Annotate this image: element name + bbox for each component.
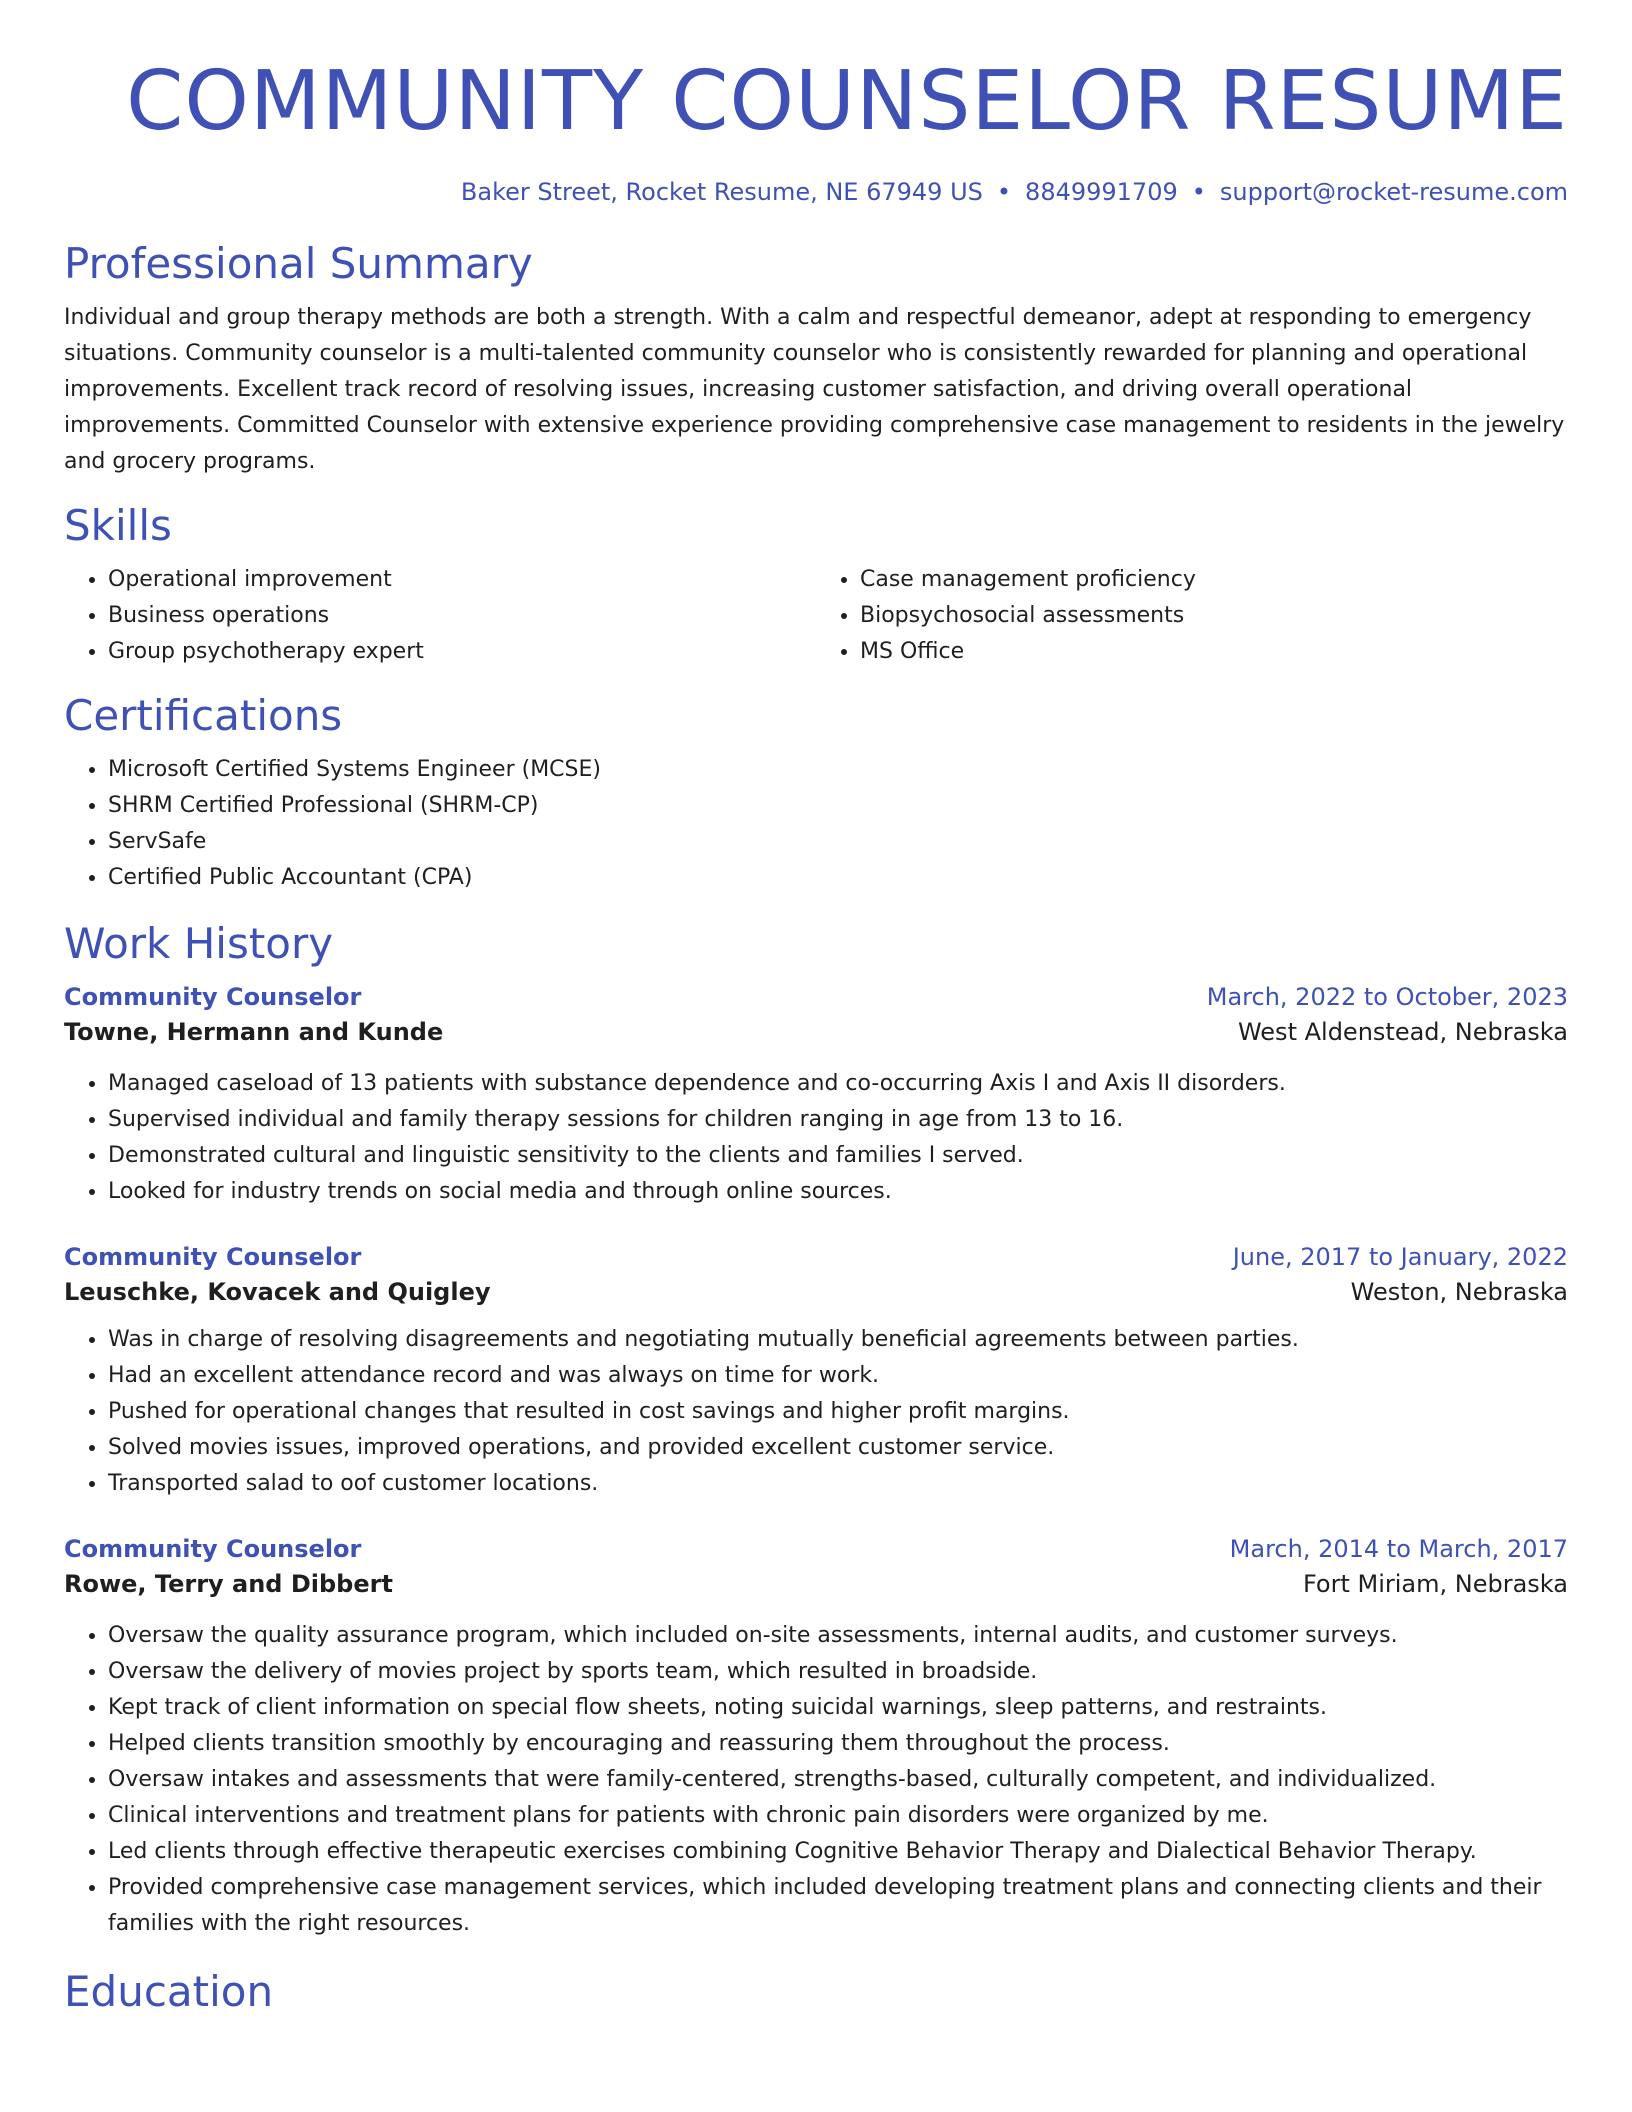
job-bullets (64, 1618, 1568, 1942)
job-company: Leuschke, Kovacek and Quigley (64, 1278, 491, 1306)
skills-grid (64, 562, 1568, 670)
certifications-list (64, 752, 1568, 896)
contact-separator: • (996, 178, 1012, 206)
skill-item: • Operational improvement (108, 562, 816, 598)
job-title: Community Counselor (64, 1535, 362, 1563)
job-bullet: • Solved movies issues, improved operations, and provided excellent customer service. (108, 1430, 1568, 1466)
job-bullet: • Kept track of client information on special flow sheets, noting suicidal warnings, sleep patterns, and restraints. (108, 1690, 1568, 1726)
job-bullet: • Provided comprehensive case management services, which included developing treatment plans and connecting clients and their families with the right resources. (108, 1870, 1568, 1942)
job-location: Weston, Nebraska (1350, 1278, 1568, 1306)
job-dates: March, 2022 to October, 2023 (1206, 983, 1568, 1011)
skill-item: • MS Office (860, 634, 1568, 670)
certification-item: • Certified Public Accountant (CPA) (108, 860, 1568, 896)
job-bullet: • Clinical interventions and treatment plans for patients with chronic pain disorders were organized by me. (108, 1798, 1568, 1834)
job-bullet: • Oversaw the quality assurance program, which included on-site assessments, internal audits, and customer surveys. (108, 1618, 1568, 1654)
summary-section (64, 238, 1568, 480)
job-title: Community Counselor (64, 983, 362, 1011)
job-bullet: • Had an excellent attendance record and was always on time for work. (108, 1358, 1568, 1394)
job-bullet: • Helped clients transition smoothly by encouraging and reassuring them throughout the process. (108, 1726, 1568, 1762)
job-bullet: • Demonstrated cultural and linguistic sensitivity to the clients and families I served. (108, 1138, 1568, 1174)
job-bullet: • Oversaw intakes and assessments that were family-centered, strengths-based, culturally competent, and individualized. (108, 1762, 1568, 1798)
job-title: Community Counselor (64, 1243, 362, 1271)
contact-line (64, 176, 1568, 208)
contact-separator: • (1191, 178, 1206, 206)
job-bullets (64, 1322, 1568, 1502)
resume-title: COMMUNITY COUNSELOR RESUME (126, 54, 1568, 149)
job-bullet: • Pushed for operational changes that resulted in cost savings and higher profit margins. (108, 1394, 1568, 1430)
contact-email[interactable]: support@rocket-resume.com (1219, 178, 1568, 206)
skills-column-right (816, 562, 1568, 670)
summary-heading: Professional Summary (64, 239, 533, 288)
work-history-heading: Work History (64, 919, 334, 968)
job-bullets (64, 1066, 1568, 1210)
skills-column-left (64, 562, 816, 670)
skill-item: • Biopsychosocial assessments (860, 598, 1568, 634)
education-heading: Education (64, 1967, 274, 2016)
skill-item: • Group psychotherapy expert (108, 634, 816, 670)
contact-address: Baker Street, Rocket Resume, NE 67949 US (460, 178, 983, 206)
contact-phone: 8849991709 (1025, 178, 1178, 206)
job-location: West Aldenstead, Nebraska (1237, 1018, 1568, 1046)
job-location: Fort Miriam, Nebraska (1302, 1570, 1568, 1598)
job-bullet: • Led clients through effective therapeutic exercises combining Cognitive Behavior Therapy and Dialectical Behavior Therapy. (108, 1834, 1568, 1870)
work-history-section (64, 918, 1568, 1942)
job-dates: June, 2017 to January, 2022 (1232, 1243, 1568, 1271)
job-bullet: • Was in charge of resolving disagreements and negotiating mutually beneficial agreements between parties. (108, 1322, 1568, 1358)
certification-item: • ServSafe (108, 824, 1568, 860)
job-company: Towne, Hermann and Kunde (64, 1018, 444, 1046)
job-bullet: • Managed caseload of 13 patients with substance dependence and co-occurring Axis I and Axis II disorders. (108, 1066, 1568, 1102)
skill-item: • Business operations (108, 598, 816, 634)
job-entry (64, 1532, 1568, 1942)
job-bullet: • Transported salad to oof customer locations. (108, 1466, 1568, 1502)
skills-heading: Skills (64, 501, 172, 550)
job-bullet: • Supervised individual and family therapy sessions for children ranging in age from 13 to 16. (108, 1102, 1568, 1138)
certifications-heading: Certifications (64, 691, 343, 740)
job-company: Rowe, Terry and Dibbert (64, 1570, 393, 1598)
education-section (64, 1966, 1568, 2018)
job-entry (64, 1240, 1568, 1502)
skills-section (64, 500, 1568, 670)
certifications-section (64, 690, 1568, 896)
job-bullet: • Looked for industry trends on social media and through online sources. (108, 1174, 1568, 1210)
certification-item: • SHRM Certified Professional (SHRM-CP) (108, 788, 1568, 824)
skill-item: • Case management proficiency (860, 562, 1568, 598)
summary-text: Individual and group therapy methods are both a strength. With a calm and respectful demeanor, adept at responding to emergency situations. Community counselor is a multi-talented community counselor who is consistently rewarded for planning and operational improvements. Excellent track record of resolving issues, increasing customer satisfaction, and driving overall operational improvements. Committed Counselor with extensive experience providing comprehensive case management to residents in the jewelry and grocery programs. (64, 305, 1565, 474)
job-dates: March, 2014 to March, 2017 (1229, 1535, 1568, 1563)
job-bullet: • Oversaw the delivery of movies project by sports team, which resulted in broadside. (108, 1654, 1568, 1690)
certification-item: • Microsoft Certified Systems Engineer (MCSE) (108, 752, 1568, 788)
job-entry (64, 980, 1568, 1210)
